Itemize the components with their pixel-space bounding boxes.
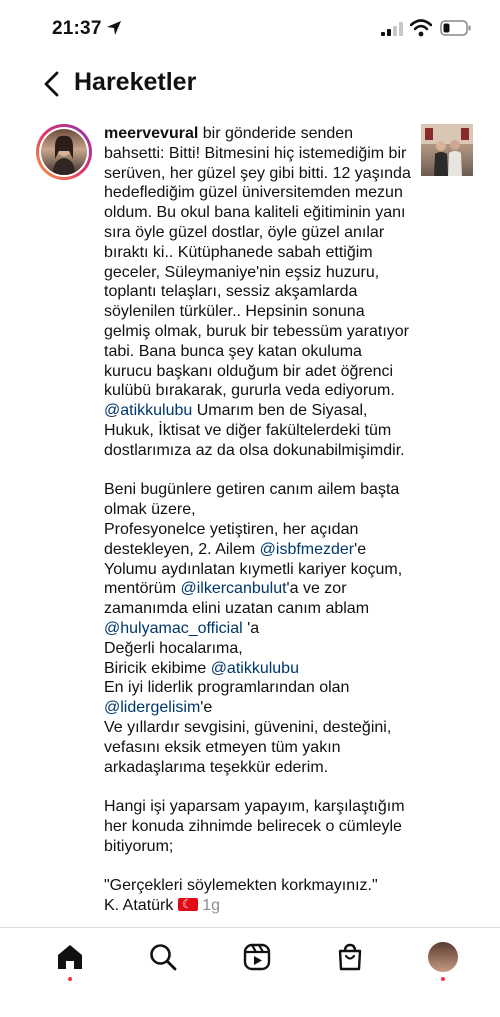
activity-message	[104, 124, 414, 916]
battery-icon	[440, 19, 472, 37]
message-line: Hangi işi yaparsam yapayım, karşılaştığım her konuda zihnimde belirecek o cümleyle bitiyorum;	[104, 798, 405, 855]
story-avatar[interactable]	[36, 124, 92, 180]
message-line: Profesyonelce yetiştiren, her açıdan destekleyen, 2. Ailem @isbfmezder'e	[104, 520, 367, 558]
bottom-nav	[0, 927, 500, 1017]
profile-avatar[interactable]	[428, 942, 458, 972]
message-line: Değerli hocalarıma,	[104, 639, 243, 657]
mention-link[interactable]: @atikkulubu	[210, 659, 299, 677]
mention-link[interactable]: @lidergelisim	[104, 699, 201, 717]
back-arrow-icon[interactable]	[40, 70, 62, 98]
mention-link[interactable]: @isbfmezder	[259, 540, 355, 558]
status-bar	[0, 0, 500, 58]
reels-icon[interactable]	[242, 942, 272, 972]
shop-icon[interactable]	[335, 942, 365, 972]
home-icon[interactable]	[55, 942, 85, 972]
post-thumbnail[interactable]	[421, 124, 473, 176]
mention-link[interactable]: @atikkulubu	[104, 402, 193, 420]
mention-link[interactable]: @ilkercanbulut	[180, 580, 287, 598]
search-icon[interactable]	[148, 942, 178, 972]
signature-line: K. Atatürk ☾ 1g	[104, 896, 414, 916]
message-line: Ve yıllardır sevgisini, güvenini, desteğini, vefasını eksik etmeyen tüm yakın arkadaşlarıma teşekkür ederim.	[104, 718, 392, 776]
message-line: En iyi liderlik programlarından olan @lidergelisim'e	[104, 679, 350, 717]
turkey-flag-icon	[178, 898, 198, 911]
message-line: Beni bugünlere getiren canım ailem başta olmak üzere,	[104, 481, 400, 519]
notification-dot	[441, 977, 445, 981]
header	[0, 62, 500, 106]
location-arrow-icon	[106, 20, 122, 36]
person-silhouette-icon	[41, 129, 87, 175]
message-line: Yolumu aydınlatan kıymetli kariyer koçum, mentörüm @ilkercanbulut'a ve zor zamanımda elini uzatan canım ablam @hulyamac_official 'a	[104, 560, 403, 637]
avatar-photo	[41, 129, 87, 175]
wifi-icon	[410, 19, 432, 37]
username-link[interactable]: meervevural	[104, 125, 199, 142]
status-time: 21:37	[52, 18, 102, 39]
notification-dot	[68, 977, 72, 981]
timestamp: 1g	[197, 897, 221, 915]
cellular-signal-icon	[381, 22, 403, 36]
post-photo-icon	[421, 124, 473, 176]
mention-link[interactable]: @hulyamac_official	[104, 619, 243, 637]
message-paragraph-1: meervevural bir gönderide senden bahsetti: Bitti! Bitmesini hiç istemediğim bir serüven, her güzel şey gibi bitti. 12 yaşında hedeflediğim güzel üniversitemden mezun oldum. Bu okul bana kaliteli eğitiminin yanı sıra öyle güzel dostlar, öyle güzel anılar bıraktı ki.. Kütüphanede sabah ettiğim geceler, Süleymaniye'nin eşsiz huzuru, toplantı telaşları, sessiz akşamlarda söylenilen türküler.. Hepsinin sonuna gelmiş olmak, buruk bir tebessüm yaratıyor tabi. Bana bunca şey katan okuluma kurucu başkanı olduğum bir adet öğrenci kulübü bırakarak, gururla veda ediyorum. @atikkulubu Umarım ben de Siyasal, Hukuk, İktisat ve diğer fakültelerdeki tüm dostlarımıza az da olsa dokunabilmişimdir.	[104, 125, 411, 459]
quote-line: "Gerçekleri söylemekten korkmayınız."	[104, 877, 378, 895]
page-title: Hareketler	[74, 68, 197, 96]
message-line: Biricik ekibime @atikkulubu	[104, 659, 299, 677]
